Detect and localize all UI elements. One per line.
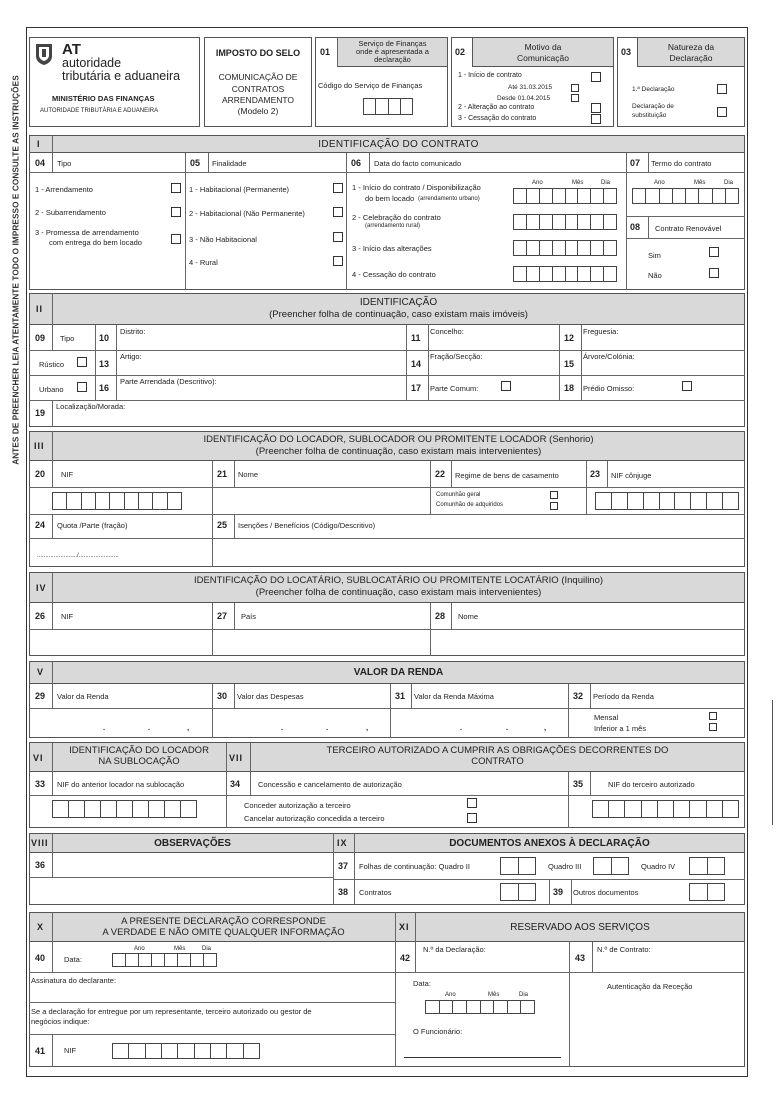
tipo-opt-1: 1 - Arrendamento [35,185,93,194]
q09-rustico-checkbox[interactable] [77,357,87,367]
q06-label: Data do facto comunicado [374,159,462,168]
q35-label: NIF do terceiro autorizado [608,780,695,789]
q34-opt2-label: Cancelar autorização concedida a terceiro [244,814,385,823]
section-3-subtitle: (Preencher folha de continuação, caso existam mais intervenientes) [255,446,542,457]
q24-number: 24 [35,520,46,530]
q26-number: 26 [35,611,46,621]
section-5-roman: V [37,667,45,677]
q02-title-2: Comunicação [517,53,569,63]
q36-number: 36 [35,860,46,870]
q22-opt2-checkbox[interactable] [550,502,558,510]
fin-opt-2-checkbox[interactable] [333,207,343,217]
margin-mark [772,700,773,825]
q16-number: 16 [99,383,110,393]
q29-sep-3: , [187,723,190,732]
portugal-coat-of-arms-icon [34,42,54,66]
q17-checkbox[interactable] [501,381,511,391]
q34-number: 34 [230,779,241,789]
q40-number: 40 [35,953,46,963]
q32-mensal-label: Mensal [594,713,619,722]
q24-label: Quota /Parte (fração) [57,521,128,530]
reception-month-label: Mês [488,992,500,998]
tipo-opt-3-checkbox[interactable] [171,234,181,244]
q04-number: 04 [35,158,46,168]
reception-day-label: Dia [519,992,529,998]
q19-label: Localização/Morada: [56,402,126,411]
section-3-roman: III [34,441,45,451]
q06-opt1-c: (arrendamento urbano) [418,196,480,202]
tipo-opt-3b: com entrega do bem locado [49,238,142,247]
section-7-title-1: TERCEIRO AUTORIZADO A CUMPRIR AS OBRIGAÇÕES DECORRENTES DO [326,745,669,756]
fin-opt-4: 4 - Rural [189,258,218,267]
section-10-title-1: A PRESENTE DECLARAÇÃO CORRESPONDE [121,916,326,927]
section-6-title-2: NA SUBLOCAÇÃO [98,756,180,767]
q17-label: Parte Comum: [430,384,479,393]
section-4-subtitle: (Preencher folha de continuação, caso existam mais intervenientes) [255,587,542,598]
q15-number: 15 [564,359,575,369]
section-2-roman: II [36,304,44,314]
section-10-roman: X [37,922,45,932]
q23-number: 23 [590,469,601,479]
q02-opt2-label: 2 - Alteração ao contrato [458,104,535,111]
q03-title-2: Declaração [669,53,713,63]
q32-number: 32 [573,691,584,701]
q01-code-input[interactable] [363,98,413,115]
q02-opt3-checkbox[interactable] [591,114,601,124]
q42-number: 42 [400,953,411,963]
q28-number: 28 [435,611,446,621]
q08-label: Contrato Renovável [655,224,722,233]
section-1-title: IDENTIFICAÇÃO DO CONTRATO [318,139,479,150]
section-9-title: DOCUMENTOS ANEXOS À DECLARAÇÃO [449,838,650,849]
q39-input[interactable] [689,883,725,901]
q12-number: 12 [564,333,575,343]
logo-at: AT [62,41,81,58]
q31-sep-1: . [460,723,463,732]
q37-label: Folhas de continuação: Quadro II [359,862,470,871]
reception-authentication-label: Autenticação da Receção [607,982,693,991]
fin-opt-4-checkbox[interactable] [333,256,343,266]
fin-opt-1-checkbox[interactable] [333,183,343,193]
section-4-roman: IV [36,583,47,593]
tipo-opt-1-checkbox[interactable] [171,183,181,193]
section-5-title: VALOR DA RENDA [353,667,444,678]
section-2-title: IDENTIFICAÇÃO [359,297,438,308]
q01-title-1: Serviço de Finanças [358,39,427,48]
q34-opt1-label: Conceder autorização a terceiro [244,801,351,810]
q33-number: 33 [35,779,46,789]
q03-title-1: Natureza da [667,42,715,52]
tipo-opt-2: 2 - Subarrendamento [35,208,106,217]
q09-number: 09 [35,333,46,343]
q30-label: Valor das Despesas [237,692,304,701]
q05-label: Finalidade [212,159,247,168]
q02-number: 02 [455,47,466,57]
q30-sep-3: , [366,723,369,732]
ministry-name: MINISTÉRIO DAS FINANÇAS [52,94,155,103]
q22-label: Regime de bens de casamento [455,471,559,480]
q08-yes-checkbox[interactable] [709,247,719,257]
q43-label: N.º de Contrato: [597,945,651,954]
q01-title-2: onde é apresentada a [356,47,429,56]
q22-opt2-label: Comunhão de adquiridos [436,502,504,508]
q38-number: 38 [338,887,349,897]
q04-label: Tipo [57,159,72,168]
q42-label: N.º da Declaração: [423,945,486,954]
q07-number: 07 [630,158,641,168]
q06-year-label: Ano [532,180,543,186]
section-8-title: OBSERVAÇÕES [154,838,231,849]
section-1-roman: I [37,139,41,149]
q16-label: Parte Arrendada (Descritivo): [120,377,217,386]
q06-month-label: Mês [572,180,584,186]
q12-label: Freguesia: [583,327,619,336]
q23-label: NIF cônjuge [611,471,652,480]
fin-opt-3-checkbox[interactable] [333,232,343,242]
reception-year-label: Ano [445,992,456,998]
q06-date-2[interactable] [513,214,617,230]
q06-date-4[interactable] [513,266,617,282]
q22-opt1-checkbox[interactable] [550,491,558,499]
q01-code-label: Código do Serviço de Finanças [318,81,423,90]
q40-date-input[interactable] [112,953,217,967]
q09-urbano-label: Urbano [39,385,64,394]
q34-label: Concessão e cancelamento de autorização [258,780,402,789]
form-title-1: IMPOSTO DO SELO [215,48,301,58]
q40-year-label: Ano [134,946,145,952]
q06-opt1-a: 1 - Início do contrato / Disponibilização [352,183,481,192]
q24-fill-line[interactable]: ......................../........................ [37,553,119,559]
q21-label: Nome [238,470,259,479]
tipo-opt-2-checkbox[interactable] [171,207,181,217]
fin-opt-2: 2 - Habitacional (Não Permanente) [189,209,305,218]
q18-checkbox[interactable] [682,381,692,391]
section-7-title-2: CONTRATO [471,756,524,767]
q41-number: 41 [35,1046,46,1056]
q37-number: 37 [338,861,349,871]
section-11-title: RESERVADO AOS SERVIÇOS [510,922,650,933]
q13-label: Artigo: [120,352,142,361]
q31-sep-2: . [506,723,509,732]
q40-day-label: Dia [202,946,212,952]
q43-number: 43 [575,953,586,963]
q11-label: Concelho: [430,327,464,336]
q25-label: Isenções / Benefícios (Código/Descritivo) [238,521,376,530]
q02-opt1a-label: Até 31.03.2015 [508,84,553,91]
employee-label: O Funcionário: [413,1027,463,1036]
q08-yes-label: Sim [648,251,661,260]
form-title-2: COMUNICAÇÃO DE [218,72,298,82]
q06-opt2-a: 2 - Celebração do contrato [352,213,441,222]
q30-sep-1: . [281,723,284,732]
q06-date-3[interactable] [513,240,617,256]
q28-label: Nome [458,612,479,621]
q18-label: Prédio Omisso: [583,384,635,393]
q34-opt1-checkbox[interactable] [467,798,477,808]
q41-label: NIF [64,1046,77,1055]
q06-date-1[interactable] [513,188,617,204]
q22-opt1-label: Comunhão geral [436,492,481,498]
q39-label: Outros documentos [573,888,639,897]
q02-opt3-label: 3 - Cessação do contrato [458,115,537,122]
q07-year-label: Ano [654,180,665,186]
q23-nif-input[interactable] [595,492,739,510]
form-title-4: ARRENDAMENTO [221,95,295,105]
q26-label: NIF [61,612,74,621]
q02-title-1: Motivo da [524,42,562,52]
q20-nif-input[interactable] [52,492,182,510]
q06-opt2-b: (arrendamento rural) [365,223,421,229]
q25-number: 25 [217,520,228,530]
q10-label: Distrito: [120,327,146,336]
q10-number: 10 [99,333,110,343]
q02-opt1b-label: Desde 01.04.2015 [497,95,551,102]
logo-line2: tributária e aduaneira [62,69,181,83]
section-11-roman: XI [399,922,410,932]
q32-inferior-checkbox[interactable] [709,723,717,731]
representative-text-2: negócios indique: [31,1017,90,1026]
q02-opt1-label: 1 - Início de contrato [458,72,522,79]
reception-date-label: Data: [413,979,431,988]
q41-nif-input[interactable] [112,1043,260,1059]
q29-sep-1: . [103,723,106,732]
section-4-title: IDENTIFICAÇÃO DO LOCATÁRIO, SUBLOCATÁRIO OU PROMITENTE LOCATÁRIO (Inquilino) [193,575,604,586]
section-8-roman: VIII [31,838,49,848]
q39-number: 39 [553,887,564,897]
q32-mensal-checkbox[interactable] [709,712,717,720]
q06-day-label: Dia [601,180,611,186]
q01-title-3: declaração [374,55,411,64]
q09-urbano-checkbox[interactable] [77,382,87,392]
q19-number: 19 [35,408,46,418]
q01-number: 01 [320,47,331,57]
q40-label: Data: [64,955,82,964]
q18-number: 18 [564,383,575,393]
q29-sep-2: . [148,723,151,732]
q37-quadro-iv-label: Quadro IV [641,862,676,871]
form-title-3: CONTRATOS [231,84,285,94]
q32-label: Período da Renda [593,692,654,701]
q33-nif-input[interactable] [52,800,197,818]
q31-number: 31 [395,691,406,701]
q02-opt1a-checkbox[interactable] [571,84,579,92]
authority-name: AUTORIDADE TRIBUTÁRIA E ADUANEIRA [40,108,159,114]
tipo-opt-3: 3 - Promessa de arrendamento [35,228,139,237]
section-6-roman: VI [33,753,44,763]
q27-number: 27 [217,611,228,621]
q20-number: 20 [35,469,46,479]
form-title-5: (Modelo 2) [237,106,279,116]
q37-quadro-ii-input[interactable] [500,857,536,875]
q02-opt1-checkbox[interactable] [591,72,601,82]
q40-month-label: Mês [174,946,186,952]
q02-opt2-checkbox[interactable] [591,103,601,113]
section-6-title-1: IDENTIFICAÇÃO DO LOCADOR [69,745,209,756]
q13-number: 13 [99,359,110,369]
q03-opt2-checkbox[interactable] [717,107,727,117]
q14-number: 14 [411,359,422,369]
side-instruction-text: ANTES DE PREENCHER LEIA ATENTAMENTE TODO O IMPRESSO E CONSULTE AS INSTRUÇÕES [11,75,21,465]
q37-quadro-iii-label: Quadro III [548,862,582,871]
q02-opt1b-checkbox[interactable] [571,94,579,102]
q15-label: Árvore/Colónia: [583,352,635,361]
q14-label: Fração/Secção: [430,352,483,361]
q11-number: 11 [411,333,421,343]
q37-quadro-iii-input[interactable] [593,857,629,875]
q07-day-label: Dia [724,180,734,186]
q07-label: Termo do contrato [651,159,712,168]
q31-sep-3: , [544,723,547,732]
q29-label: Valor da Renda [57,692,109,701]
q08-no-checkbox[interactable] [709,268,719,278]
q07-date[interactable] [632,188,739,204]
q37-quadro-iv-input[interactable] [689,857,725,875]
section-7-roman: VII [229,753,244,763]
q03-opt1-checkbox[interactable] [717,84,727,94]
q05-number: 05 [190,158,201,168]
q03-opt2-label-a: Declaração de [632,103,674,110]
q03-opt2-label-b: substituição [632,112,667,119]
q35-nif-input[interactable] [592,800,739,818]
q31-label: Valor da Renda Máxima [414,692,494,701]
q32-inferior-label: Inferior a 1 mês [594,724,647,733]
q03-opt1-label: 1.ª Declaração [632,86,675,93]
q06-opt4: 4 - Cessação do contrato [352,270,436,279]
q08-no-label: Não [648,271,662,280]
q30-number: 30 [217,691,228,701]
q03-number: 03 [621,47,632,57]
section-10-title-2: A VERDADE E NÃO OMITE QUALQUER INFORMAÇÃO [102,927,345,938]
q20-label: NIF [61,470,74,479]
reception-date-input[interactable] [425,1000,535,1014]
q33-label: NIF do anterior locador na sublocação [57,780,185,789]
q21-number: 21 [217,469,228,479]
section-3-title: IDENTIFICAÇÃO DO LOCADOR, SUBLOCADOR OU PROMITENTE LOCADOR (Senhorio) [203,434,594,445]
q06-opt3: 3 - Início das alterações [352,244,432,253]
q22-number: 22 [435,469,446,479]
q30-sep-2: . [326,723,329,732]
representative-text-1: Se a declaração for entregue por um representante, terceiro autorizado ou gestor de [31,1007,312,1016]
q08-number: 08 [630,222,641,232]
q09-rustico-label: Rústico [39,360,65,369]
q17-number: 17 [411,383,422,393]
q34-opt2-checkbox[interactable] [467,813,477,823]
q38-input[interactable] [500,883,536,901]
q07-month-label: Mês [694,180,706,186]
q38-label: Contratos [359,888,392,897]
fin-opt-3: 3 - Não Habitacional [189,235,257,244]
section-9-roman: IX [337,838,348,848]
q06-number: 06 [351,158,362,168]
q27-label: País [241,612,257,621]
fin-opt-1: 1 - Habitacional (Permanente) [189,185,290,194]
q09-label: Tipo [60,334,75,343]
section-2-subtitle: (Preencher folha de continuação, caso existam mais imóveis) [269,309,528,320]
logo-line1: autoridade [62,56,122,70]
q35-number: 35 [573,779,584,789]
q29-number: 29 [35,691,46,701]
signature-label: Assinatura do declarante: [31,976,117,985]
q06-opt1-b: do bem locado [365,194,415,203]
